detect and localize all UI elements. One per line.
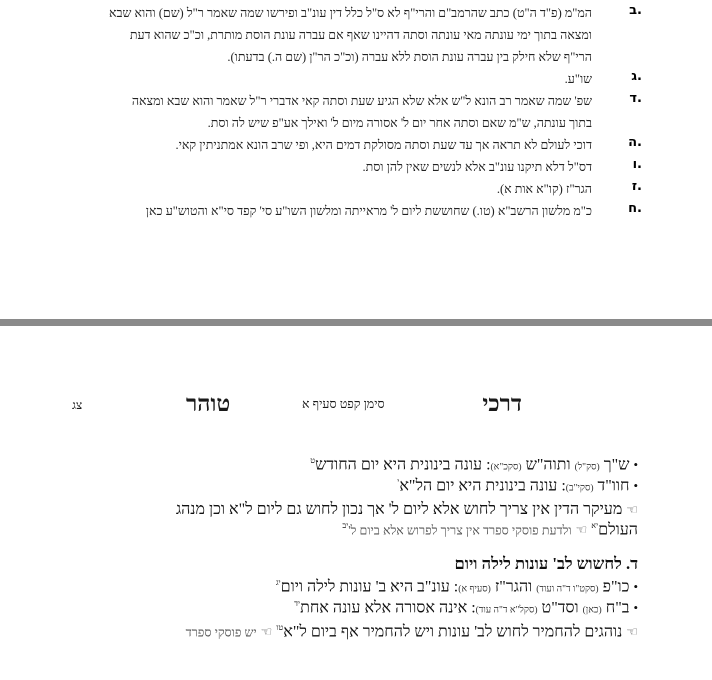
footnote-text: ומצאה בתוך ימי עונתה מאי עונתה וסתה דהיינו שאף אם עברה עונת הוסת מותרת, וכ"כ שהוא דעת (129, 28, 592, 42)
section-title: לחשוש לב' עונות לילה ויום (454, 554, 622, 573)
footnote-letter: ז. (631, 179, 642, 194)
source-name: וסד"ט (541, 599, 579, 617)
pointing-hand-icon: ☜ (260, 624, 273, 640)
source-ref: (סקי"ב) (565, 483, 594, 494)
opinion-line-3 (276, 578, 638, 596)
footnote-text: דוכי לעולם לא תראה אך עד שעת וסתה מסולקת דמים היא, ופי שרב הונא אמתניתין קאי. (175, 138, 592, 152)
page-number: צג (72, 398, 83, 412)
footnote-text: הרי"ף שלא חילק בין עברה עונת הוסת ללא עברה (וכ"כ הר"ן (שם ה.) בדעתו). (227, 50, 592, 64)
section-label: ד. (625, 554, 638, 573)
bullet-icon: • (633, 457, 638, 473)
source-ref: (סקל"א ד"ה עוד) (475, 605, 538, 616)
source-ref: (סקכ"א) (490, 462, 522, 473)
ruling-text: העולם (598, 521, 638, 539)
footnote-marker: ט (310, 456, 316, 465)
ruling-line-cont (342, 521, 638, 539)
footnote-line (0, 201, 712, 222)
footnote-text: שו"ע. (564, 72, 592, 86)
footnote-marker: טו (276, 623, 284, 632)
sephardi-note: ולדעת פוסקי ספרד אין צריך לפרוש אלא ביום ל' (348, 523, 572, 538)
footnote-line (0, 179, 712, 200)
ruling-line (176, 501, 638, 519)
section-heading (454, 554, 638, 574)
footnote-marker: יב (342, 521, 349, 530)
bullet-icon: • (633, 478, 638, 494)
footnote-text: שפ' שמה שאמר רב הונא ל"ש אלא שלא הגיע שעת וסתה קאי אדברי ר"ל שאמר והוא שבא ומצאה (131, 94, 592, 108)
footnote-text: דס"ל דלא תיקנו עונ"ב אלא לנשים שאין להן וסת. (362, 160, 592, 174)
footnote-line (0, 113, 712, 134)
footnote-letter: ג. (631, 69, 642, 84)
ruling-line-2 (186, 623, 638, 641)
footnote-marker: יא (591, 521, 599, 530)
footnote-line (0, 3, 712, 24)
header-title-right: דרכי (482, 390, 522, 417)
footnote-line (0, 91, 712, 112)
footnote-line (0, 69, 712, 90)
pointing-hand-icon: ☜ (626, 624, 638, 640)
source-ref: (סקט"ו ד"ה ועוד) (536, 584, 599, 595)
bullet-icon: • (633, 579, 638, 595)
opinion-text: : אינה אסורה אלא עונה אחת (300, 599, 476, 617)
pointing-hand-icon: ☜ (575, 522, 588, 538)
footnote-line (0, 135, 712, 156)
bullet-icon: • (633, 600, 638, 616)
opinion-text: : עונ"ב היא ב' עונות לילה ויום (280, 578, 459, 596)
footnote-text: המ"מ (פ"ד ה"ט) כתב שהרמב"ם והרי"ף לא ס"ל כלל דין עונ"ב ופירשו שמה שאמר ר"ל (שם) והוא שבא (109, 6, 592, 20)
header-subtitle: סימן קפט סעיף א (302, 397, 385, 411)
source-name: ב"ח (605, 599, 630, 617)
footnotes-page (0, 0, 712, 318)
footnote-marker: יד (294, 599, 301, 608)
opinion-line-2 (397, 477, 638, 495)
footnote-text: בתוך עונתה, ש"מ שאם וסתה אחר יום ל' אסורה מיום ל' ואילך אע"פ שיש לה וסת. (207, 116, 592, 130)
footnote-letter: ד. (629, 91, 642, 106)
source-name: ש"ך (603, 456, 630, 474)
footnote-marker: י (397, 477, 400, 486)
ruling-text: מעיקר הדין אין צריך לחוש אלא ליום ל' אך נכון לחוש גם ליום ל"א וכן מנהג (175, 501, 623, 518)
source-ref: (סק"ל) (574, 462, 600, 473)
footnote-text: הגר"ז (קו"א אות א). (496, 182, 592, 196)
footnote-marker: יג (275, 578, 281, 587)
footnote-letter: ו. (632, 157, 642, 172)
opinion-text: : עונה בינונית היא יום החודש (315, 456, 491, 474)
footnote-letter: ב. (629, 3, 642, 18)
content-page (0, 326, 712, 680)
source-name: כו"פ (602, 578, 630, 596)
source-name: חוו"ד (597, 477, 630, 495)
source-name: ותוה"ש (525, 456, 571, 474)
footnote-letter: ח. (628, 201, 642, 216)
source-ref: (כאן) (582, 605, 602, 616)
header-title-left: טוהר (186, 390, 231, 417)
footnote-text: כ"מ מלשון הרשב"א (טו.) שחוששת ליום ל' מראייתה ומלשון השו"ע סי' קפד סי"א והטוש"ע כאן (145, 204, 592, 218)
page-header (0, 326, 712, 426)
footnote-line (0, 25, 712, 46)
opinion-line-4 (294, 599, 638, 617)
ruling-text: נוהגים להחמיר לחוש לב' עונות ויש להחמיר אף ביום ל"א (283, 623, 623, 641)
source-name: והגר"ז (494, 578, 533, 596)
opinion-text: : עונה בינונית היא יום הל"א (399, 477, 566, 495)
footnote-letter: ה. (628, 135, 642, 150)
source-ref: (סעיף א) (458, 584, 491, 595)
opinion-line-1 (310, 456, 638, 474)
footnote-line (0, 157, 712, 178)
page-divider (0, 319, 712, 326)
pointing-hand-icon: ☜ (626, 502, 638, 517)
sephardi-note: יש פוסקי ספרד (185, 625, 257, 640)
footnote-line (0, 47, 712, 68)
